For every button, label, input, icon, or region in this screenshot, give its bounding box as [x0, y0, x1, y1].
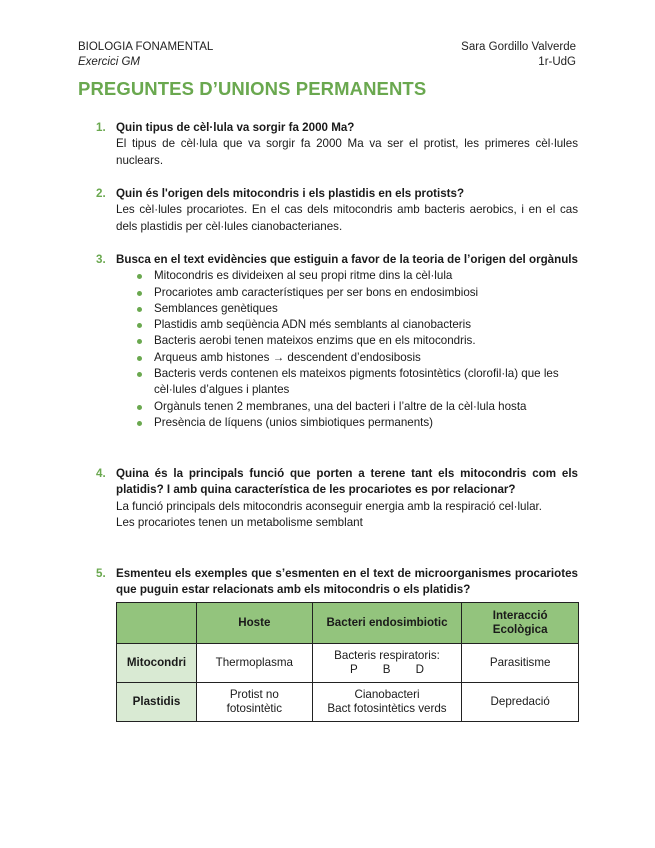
list-item: Bacteris aerobi tenen mateixos enzims que en els mitocondris.: [134, 333, 578, 349]
table-header-cell: Hoste: [196, 603, 312, 644]
list-item: Semblances genètiques: [134, 301, 578, 317]
header-left: [78, 40, 213, 70]
list-item: Mitocondris es divideixen al seu propi ritme dins la cèl·lula: [134, 268, 578, 284]
bullet-icon: [137, 274, 142, 279]
question-number: 3.: [96, 253, 106, 266]
question-3: [96, 252, 578, 431]
page-title: PREGUNTES D’UNIONS PERMANENTS: [78, 78, 427, 99]
bullet-icon: [137, 421, 142, 426]
question-number: 5.: [96, 567, 106, 580]
list-item: Procariotes amb característiques per ser bons en endosimbiosi: [134, 285, 578, 301]
question-text: Busca en el text evidències que estiguin a favor de la teoria de l’origen del orgànuls: [116, 253, 578, 266]
row-label: Mitocondri: [117, 644, 197, 683]
bullet-icon: [137, 339, 142, 344]
answer-text-2: Les procariotes tenen un metabolisme semblant: [116, 515, 363, 529]
exercise-label: Exercici GM: [78, 56, 140, 68]
table-header-cell: [117, 603, 197, 644]
table-cell: Cianobacteri Bact fotosintètics verds: [312, 683, 462, 722]
question-1: [96, 120, 578, 169]
bullet-icon: [137, 372, 142, 377]
table-cell: Depredació: [462, 683, 579, 722]
table-header-row: [117, 603, 579, 644]
bullet-icon: [137, 323, 142, 328]
subject-label: BIOLOGIA FONAMENTAL: [78, 41, 214, 53]
table-header-cell: Bacteri endosimbiotic: [312, 603, 462, 644]
header-right: [461, 40, 576, 70]
question-4: [96, 466, 578, 531]
answer-text: El tipus de cèl·lula que va sorgir fa 2000 Ma va ser el protist, les primeres cèl·lules nuclears.: [116, 137, 578, 167]
list-item: Presència de líquens (unios simbiotiques permanents): [134, 415, 578, 431]
answer-text: Les cèl·lules procariotes. En el cas dels mitocondris amb bacteris aerobics, i en el cas dels plastidis per cèl·lules cianobacterianes.: [116, 203, 578, 233]
answer-text: La funció principals dels mitocondris aconseguir energia amb la respiració cel·lular.: [116, 499, 542, 513]
list-item: Bacteris verds contenen els mateixos pigments fotosintètics (clorofil·la) que les cèl·lules d’algues i plantes: [134, 366, 578, 399]
bullet-icon: [137, 356, 142, 361]
question-text: Quin tipus de cèl·lula va sorgir fa 2000 Ma?: [116, 121, 355, 134]
question-number: 1.: [96, 121, 106, 134]
table-cell: Bacteris respiratoris: P B D: [312, 644, 462, 683]
list-item: Plastidis amb seqüència ADN més semblants al cianobacteris: [134, 317, 578, 333]
table-row: [117, 644, 579, 683]
question-number: 2.: [96, 187, 106, 200]
table-header-cell: Interacció Ecològica: [462, 603, 579, 644]
evidence-list: [134, 268, 578, 431]
row-label: Plastidis: [117, 683, 197, 722]
bullet-icon: [137, 291, 142, 296]
table-row: [117, 683, 579, 722]
question-text: Quin és l'origen dels mitocondris i els plastidis en els protists?: [116, 187, 465, 200]
list-item: Arqueus amb histones → descendent d’endosibosis: [134, 350, 578, 366]
question-text: Quina és la principals funció que porten a terene tant els mitocondris com els platidis? I amb quina característica de les procariotes es por relacionar?: [116, 467, 578, 497]
author-name: Sara Gordillo Valverde: [461, 41, 576, 53]
bullet-icon: [137, 307, 142, 312]
organelle-table: [116, 602, 579, 722]
question-number: 4.: [96, 467, 106, 480]
question-5: [96, 566, 578, 599]
table-cell: Protist no fotosintètic: [196, 683, 312, 722]
table-cell: Thermoplasma: [196, 644, 312, 683]
question-2: [96, 186, 578, 235]
list-item: Orgànuls tenen 2 membranes, una del bacteri i l’altre de la cèl·lula hosta: [134, 399, 578, 415]
question-text: Esmenteu els exemples que s’esmenten en el text de microorganismes procariotes que puguin estar relacionats amb els mitocondris o els platidis?: [116, 567, 578, 597]
bullet-icon: [137, 405, 142, 410]
table-cell: Parasitisme: [462, 644, 579, 683]
course-label: 1r-UdG: [538, 56, 576, 68]
